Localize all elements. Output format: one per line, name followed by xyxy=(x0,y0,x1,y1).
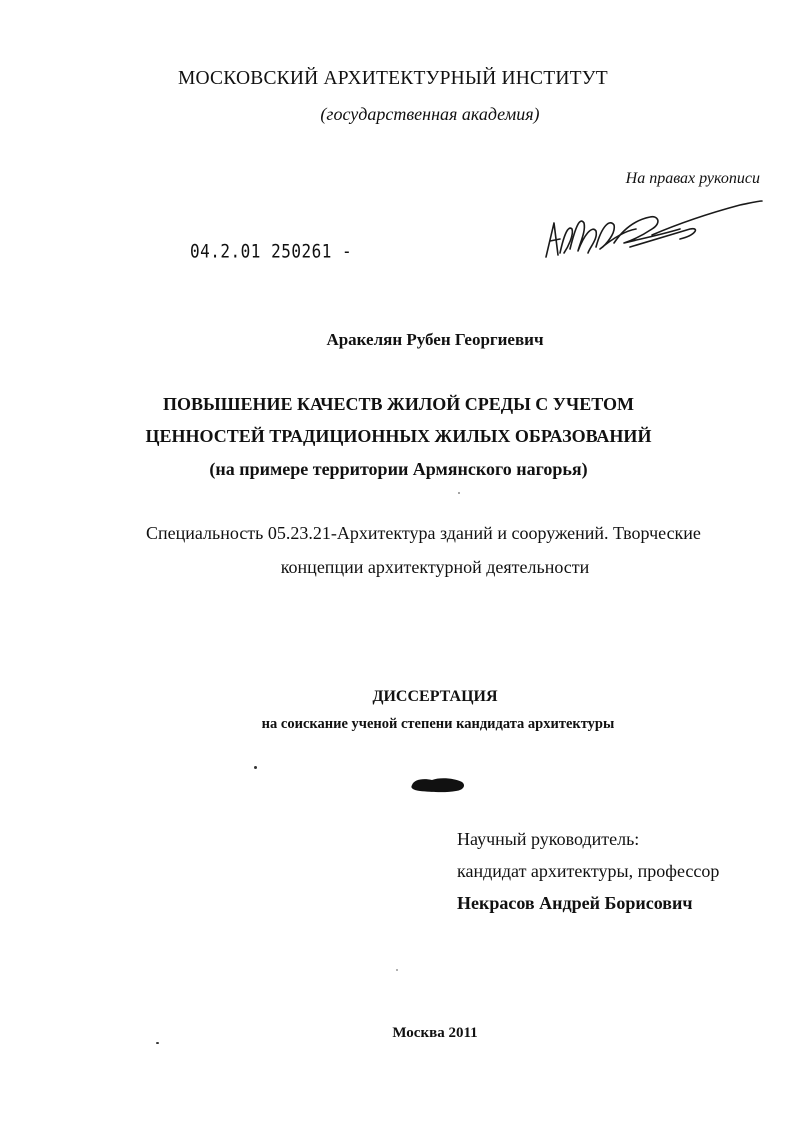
degree-line: на соискание ученой степени кандидата архитектуры xyxy=(261,716,615,732)
city-year: Москва 2011 xyxy=(392,1025,478,1041)
signature-icon xyxy=(540,195,765,270)
scan-speck xyxy=(254,766,257,769)
specialty-line: концепции архитектурной деятельности xyxy=(280,557,590,577)
specialty-line: Специальность 05.23.21-Архитектура зданий и сооружений. Творческие xyxy=(146,523,701,543)
scan-speck xyxy=(458,492,460,494)
dissertation-heading: ДИССЕРТАЦИЯ xyxy=(372,688,498,705)
supervisor-name: Некрасов Андрей Борисович xyxy=(457,893,693,913)
manuscript-note: На правах рукописи xyxy=(625,170,760,187)
supervisor-title: кандидат архитектуры, профессор xyxy=(457,861,720,881)
redaction-mark-icon xyxy=(410,776,466,794)
thesis-title-line: ПОВЫШЕНИЕ КАЧЕСТВ ЖИЛОЙ СРЕДЫ С УЧЕТОМ xyxy=(163,394,634,414)
supervisor-label: Научный руководитель: xyxy=(457,829,640,849)
thesis-title-line: ЦЕННОСТЕЙ ТРАДИЦИОННЫХ ЖИЛЫХ ОБРАЗОВАНИЙ xyxy=(145,426,652,446)
thesis-title-subtitle: (на примере территории Армянского нагорья) xyxy=(209,459,588,479)
author-name: Аракелян Рубен Георгиевич xyxy=(326,330,544,349)
institute-name: МОСКОВСКИЙ АРХИТЕКТУРНЫЙ ИНСТИТУТ xyxy=(178,68,608,89)
registry-stamp: 04.2.01 250261 - xyxy=(190,240,353,262)
institute-subtitle: (государственная академия) xyxy=(320,104,540,124)
scan-speck xyxy=(156,1042,159,1044)
scan-speck xyxy=(396,969,398,971)
